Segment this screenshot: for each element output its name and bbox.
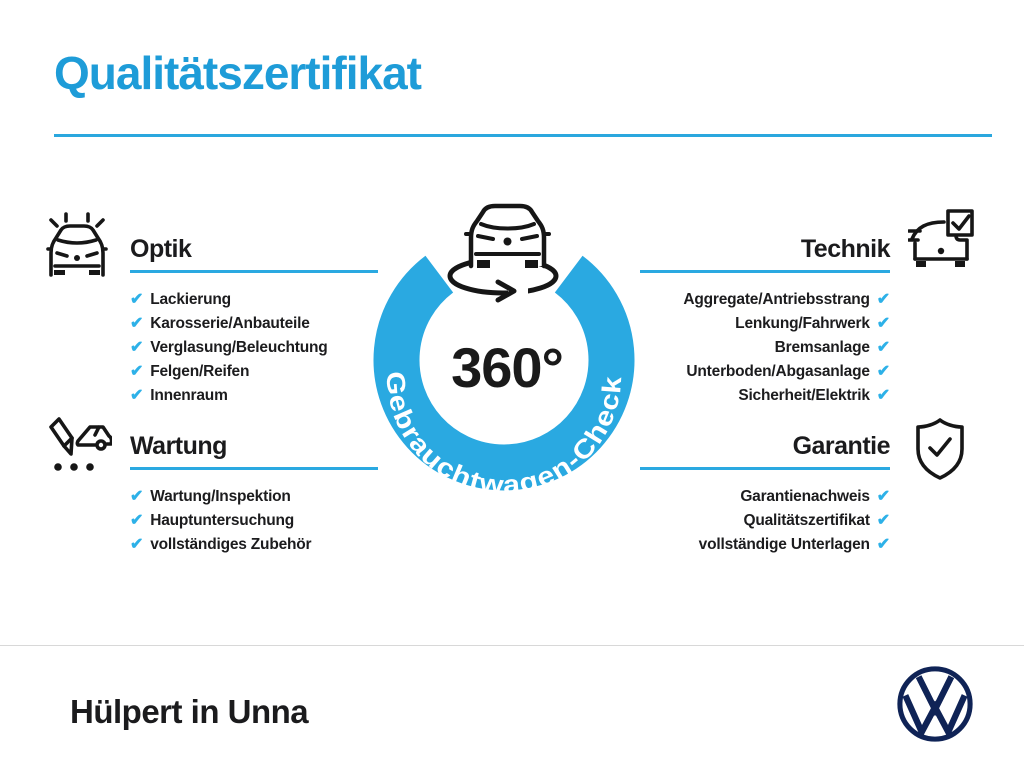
check-icon: ✔	[130, 315, 144, 332]
section-underline	[130, 270, 378, 273]
list-item-label: Wartung/Inspektion	[150, 488, 291, 505]
list-item	[640, 288, 890, 312]
check-icon: ✔	[130, 536, 144, 553]
check-icon: ✔	[130, 291, 144, 308]
rotating-car-icon	[466, 206, 549, 268]
list-item-label: Unterboden/Abgasanlage	[686, 363, 870, 380]
checklist-optik	[130, 288, 378, 408]
shield-check-icon	[913, 417, 967, 481]
check-icon: ✔	[876, 339, 890, 356]
list-item	[130, 485, 378, 509]
list-item	[640, 384, 890, 408]
footer-divider	[0, 645, 1024, 646]
section-wartung	[130, 434, 378, 557]
check-icon: ✔	[130, 363, 144, 380]
list-item	[130, 312, 378, 336]
check-icon: ✔	[876, 512, 890, 529]
degrees-label: 360°	[451, 336, 563, 399]
check-icon: ✔	[130, 488, 144, 505]
list-item-label: Felgen/Reifen	[150, 363, 250, 380]
section-optik	[130, 237, 378, 408]
check-icon: ✔	[876, 315, 890, 332]
list-item-label: Sicherheit/Elektrik	[738, 387, 870, 404]
check-icon: ✔	[130, 387, 144, 404]
service-checklist-icon	[44, 414, 112, 474]
ring-curved-label: Gebrauchtwagen-Check	[380, 370, 628, 500]
checklist-technik	[640, 288, 890, 408]
list-item	[130, 509, 378, 533]
section-heading-optik: Optik	[130, 235, 192, 263]
shiny-car-icon	[46, 211, 108, 277]
list-item-label: Innenraum	[150, 387, 228, 404]
section-heading-garantie: Garantie	[792, 432, 890, 460]
title-divider	[54, 134, 992, 137]
list-item	[130, 360, 378, 384]
list-item	[130, 384, 378, 408]
list-item-label: Garantienachweis	[740, 488, 870, 505]
section-garantie	[640, 434, 890, 557]
list-item-label: Bremsanlage	[774, 339, 870, 356]
list-item	[640, 485, 890, 509]
check-icon: ✔	[876, 291, 890, 308]
list-item	[640, 336, 890, 360]
list-item-label: Karosserie/Anbauteile	[150, 315, 310, 332]
dealer-name: Hülpert in Unna	[70, 693, 309, 730]
list-item-label: Hauptuntersuchung	[150, 512, 295, 529]
check-icon: ✔	[876, 363, 890, 380]
check-icon: ✔	[876, 536, 890, 553]
section-heading-technik: Technik	[800, 235, 890, 263]
list-item	[130, 288, 378, 312]
page-title: Qualitätszertifikat	[54, 47, 421, 99]
list-item-label: vollständige Unterlagen	[698, 536, 870, 553]
list-item-label: Lenkung/Fahrwerk	[735, 315, 870, 332]
checklist-wartung	[130, 485, 378, 557]
section-technik	[640, 237, 890, 408]
list-item	[130, 336, 378, 360]
car-checkbox-icon	[908, 209, 974, 271]
list-item-label: Lackierung	[150, 291, 231, 308]
check-icon: ✔	[876, 488, 890, 505]
list-item	[640, 312, 890, 336]
list-item	[640, 360, 890, 384]
vw-logo-icon	[896, 665, 974, 743]
check-icon: ✔	[130, 512, 144, 529]
check-icon: ✔	[876, 387, 890, 404]
check-icon: ✔	[130, 339, 144, 356]
360-check-graphic	[360, 188, 650, 500]
list-item-label: Verglasung/Beleuchtung	[150, 339, 328, 356]
list-item-label: Aggregate/Antriebsstrang	[683, 291, 870, 308]
section-underline	[640, 270, 890, 273]
section-heading-wartung: Wartung	[130, 432, 227, 460]
list-item	[130, 533, 378, 557]
list-item	[640, 509, 890, 533]
list-item	[640, 533, 890, 557]
checklist-garantie	[640, 485, 890, 557]
list-item-label: Qualitätszertifikat	[743, 512, 870, 529]
section-underline	[640, 467, 890, 470]
list-item-label: vollständiges Zubehör	[150, 536, 312, 553]
section-underline	[130, 467, 378, 470]
